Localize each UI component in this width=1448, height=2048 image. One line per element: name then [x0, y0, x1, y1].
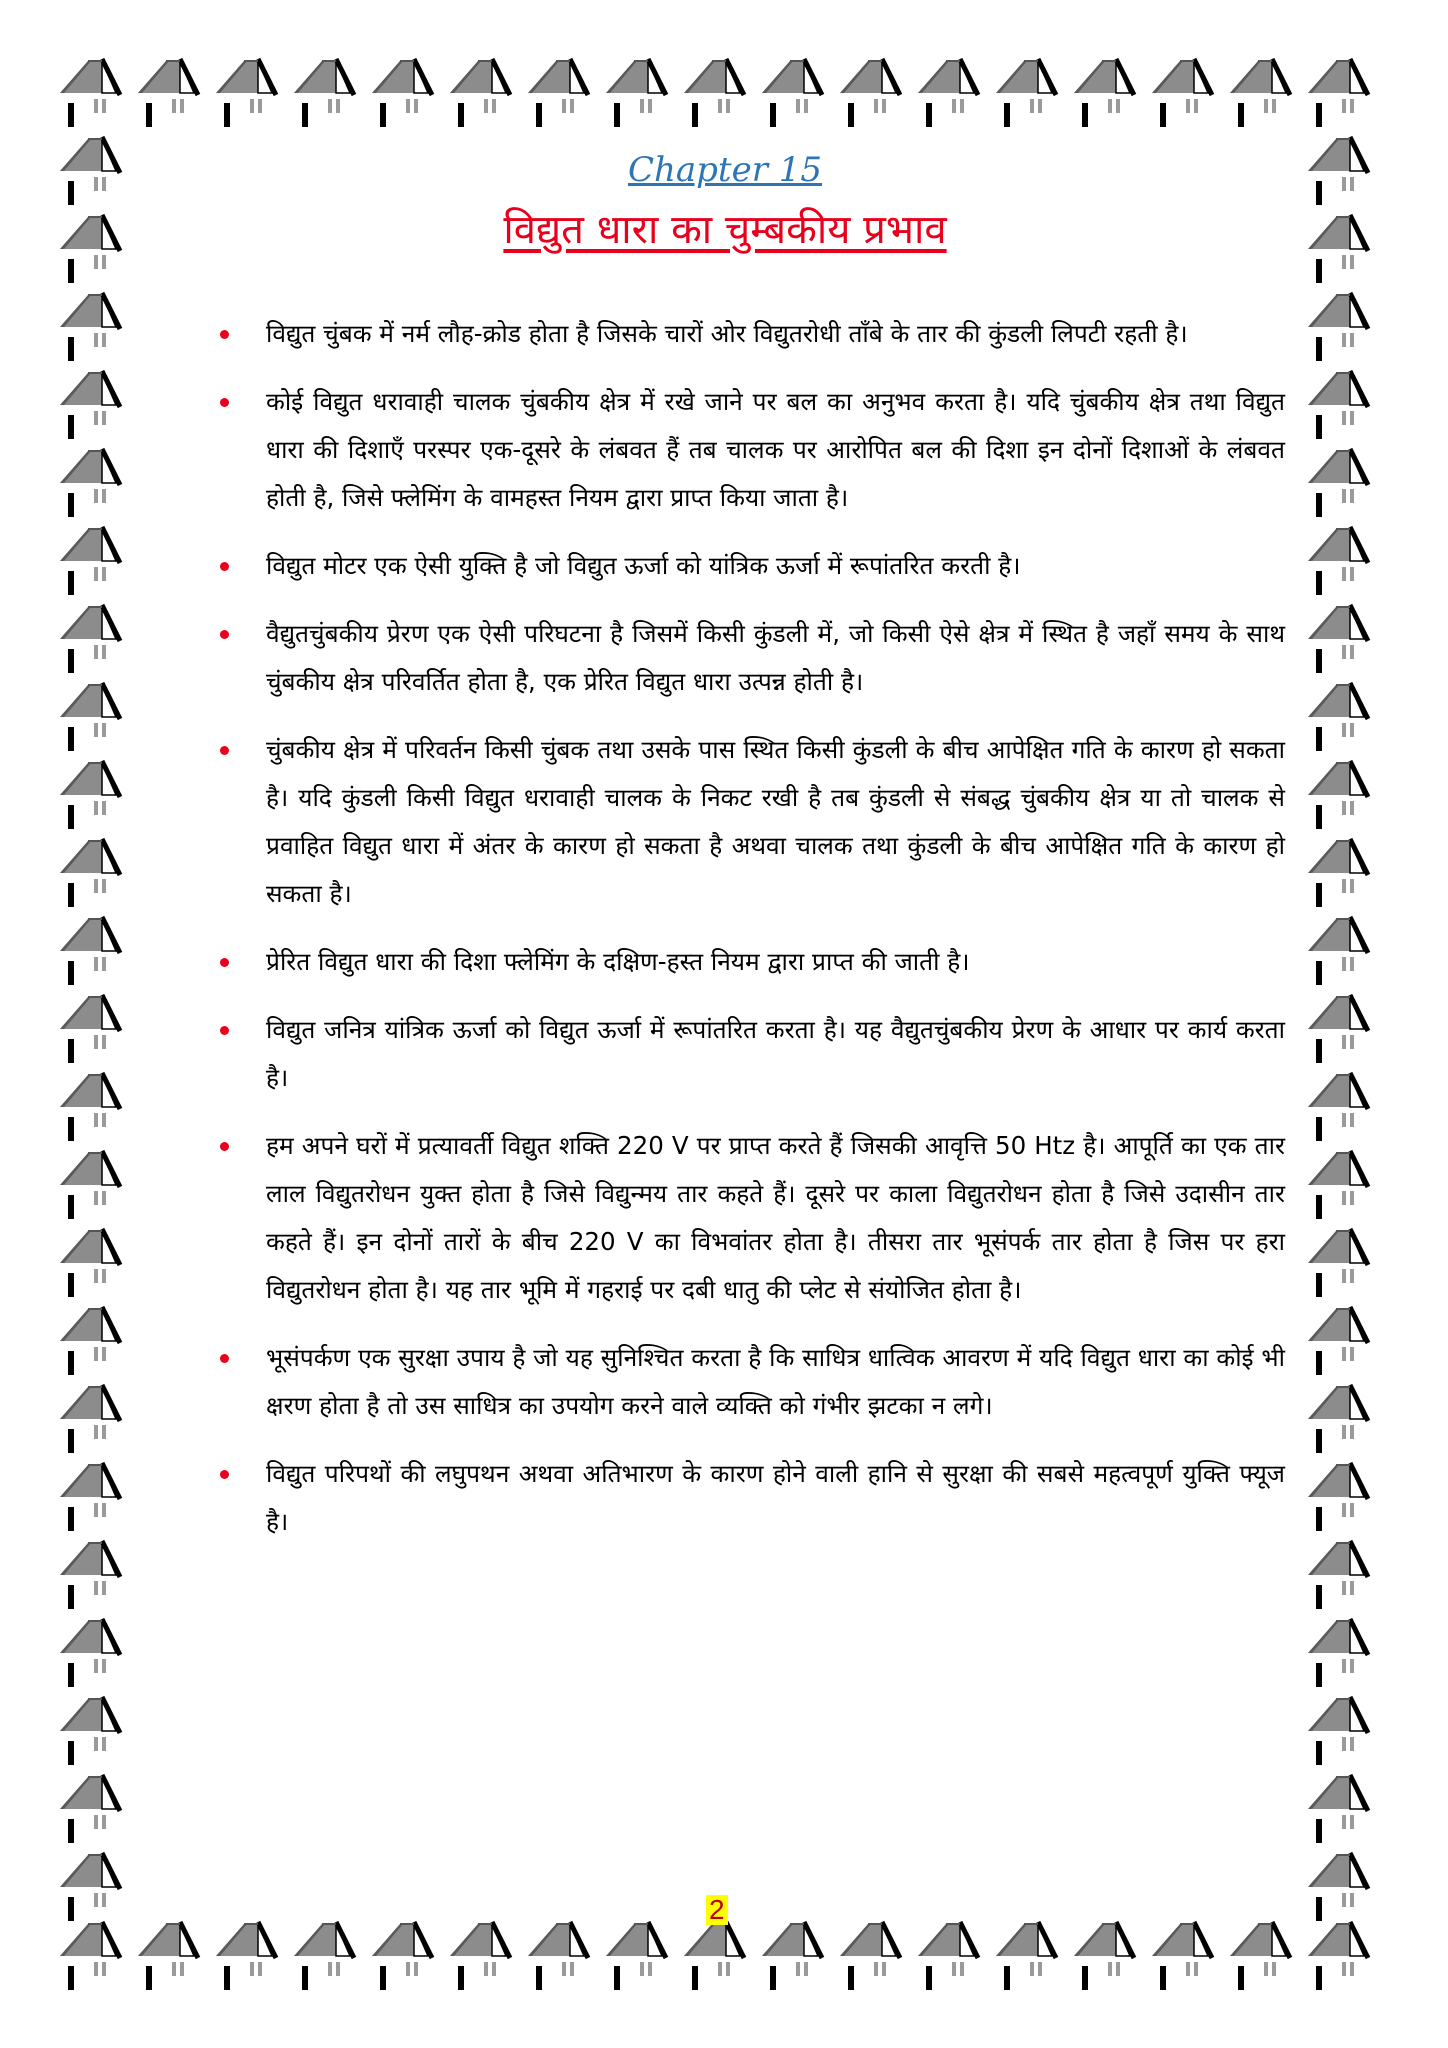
house-icon [60, 1229, 120, 1297]
house-icon [1308, 59, 1368, 127]
bullet-text: विद्युत मोटर एक ऐसी युक्ति है जो विद्युत ऊर्जा को यांत्रिक ऊर्जा में रूपांतरित करती है। [266, 551, 1021, 580]
list-item [220, 310, 1285, 358]
page-content [150, 140, 1300, 1920]
house-icon [60, 1697, 120, 1765]
page-number: 2 [706, 1895, 728, 1925]
house-icon [1308, 995, 1368, 1063]
house-icon [840, 1922, 900, 1990]
house-icon [60, 1151, 120, 1219]
bullet-list [220, 310, 1285, 1566]
house-icon [60, 917, 120, 985]
house-icon [60, 1922, 120, 1990]
house-icon [1074, 1922, 1134, 1990]
house-icon [1152, 1922, 1212, 1990]
house-icon [372, 1922, 432, 1990]
house-icon [528, 1922, 588, 1990]
bullet-text: हम अपने घरों में प्रत्यावर्ती विद्युत शक्ति 220 V पर प्राप्त करते हैं जिसकी आवृत्ति 50 Htz है। आपूर्ति का एक तार लाल विद्युतरोधन युक्त होता है जिसे विद्युन्मय तार कहते हैं। दूसरे पर काला विद्युतरोधन होता है जिसे उदासीन तार कहते हैं। इन दोनों तारों के बीच 220 V का विभवांतर होता है। तीसरा तार भूसंपर्क तार होता है जिस पर हरा विद्युतरोधन होता है। यह तार भूमि में गहराई पर दबी धातु की प्लेट से संयोजित होता है। [266, 1131, 1285, 1304]
house-icon [138, 1922, 198, 1990]
house-icon [1308, 1073, 1368, 1141]
house-icon [1308, 1307, 1368, 1375]
house-icon [60, 839, 120, 907]
house-icon [1308, 1853, 1368, 1921]
house-icon [294, 59, 354, 127]
chapter-label: Chapter 15 [627, 150, 823, 190]
house-icon [1308, 1229, 1368, 1297]
house-icon [60, 59, 120, 127]
list-item [220, 378, 1285, 522]
list-item [220, 726, 1285, 918]
house-icon [1308, 683, 1368, 751]
house-icon [840, 59, 900, 127]
house-icon [60, 137, 120, 205]
list-item [220, 1006, 1285, 1102]
bullet-text: विद्युत चुंबक में नर्म लौह-क्रोड होता है जिसके चारों ओर विद्युतरोधी ताँबे के तार की कुंडली लिपटी रहती है। [266, 319, 1188, 348]
house-icon [138, 59, 198, 127]
house-icon [606, 59, 666, 127]
house-icon [1308, 449, 1368, 517]
house-icon [1308, 605, 1368, 673]
house-icon [1308, 527, 1368, 595]
bullet-icon [220, 1026, 229, 1035]
list-item [220, 610, 1285, 706]
house-icon [450, 1922, 510, 1990]
house-icon [684, 1922, 744, 1990]
list-item [220, 542, 1285, 590]
house-icon [1308, 761, 1368, 829]
house-icon [450, 59, 510, 127]
house-icon [60, 605, 120, 673]
house-icon [1308, 137, 1368, 205]
house-icon [1308, 1922, 1368, 1990]
house-icon [60, 1307, 120, 1375]
house-icon [1308, 215, 1368, 283]
house-icon [1308, 1541, 1368, 1609]
bullet-icon [220, 398, 229, 407]
house-icon [216, 1922, 276, 1990]
house-icon [918, 1922, 978, 1990]
bullet-text: प्रेरित विद्युत धारा की दिशा फ्लेमिंग के दक्षिण-हस्त नियम द्वारा प्राप्त की जाती है। [266, 947, 970, 976]
bullet-icon [220, 630, 229, 639]
house-icon [60, 995, 120, 1063]
list-item [220, 1334, 1285, 1430]
bullet-text: चुंबकीय क्षेत्र में परिवर्तन किसी चुंबक तथा उसके पास स्थित किसी कुंडली के बीच आपेक्षित गति के कारण हो सकता है। यदि कुंडली किसी विद्युत धरावाही चालक के निकट रखी है तब कुंडली से संबद्ध चुंबकीय क्षेत्र या तो चालक से प्रवाहित विद्युत धारा में अंतर के कारण हो सकता है अथवा चालक तथा कुंडली के बीच आपेक्षित गति के कारण हो सकता है। [266, 735, 1285, 908]
list-item [220, 1122, 1285, 1314]
house-icon [60, 449, 120, 517]
bullet-icon [220, 1470, 229, 1479]
house-icon [528, 59, 588, 127]
page-title: विद्युत धारा का चुम्बकीय प्रभाव [503, 207, 947, 253]
house-icon [996, 59, 1056, 127]
house-icon [1308, 1619, 1368, 1687]
house-icon [684, 59, 744, 127]
house-icon [216, 59, 276, 127]
bullet-icon [220, 562, 229, 571]
house-icon [918, 59, 978, 127]
house-icon [60, 1541, 120, 1609]
list-item [220, 938, 1285, 986]
house-icon [60, 1385, 120, 1453]
house-icon [60, 527, 120, 595]
bullet-text: विद्युत जनित्र यांत्रिक ऊर्जा को विद्युत ऊर्जा में रूपांतरित करता है। यह वैद्युतचुंबकीय प्रेरण के आधार पर कार्य करता है। [266, 1015, 1285, 1092]
bullet-icon [220, 330, 229, 339]
bullet-text: कोई विद्युत धरावाही चालक चुंबकीय क्षेत्र में रखे जाने पर बल का अनुभव करता है। यदि चुंबकीय क्षेत्र तथा विद्युत धारा की दिशाएँ परस्पर एक-दूसरे के लंबवत हैं तब चालक पर आरोपित बल की दिशा इन दोनों दिशाओं के लंबवत होती है, जिसे फ्लेमिंग के वामहस्त नियम द्वारा प्राप्त किया जाता है। [266, 387, 1285, 512]
house-icon [60, 1619, 120, 1687]
house-icon [372, 59, 432, 127]
house-icon [1308, 1463, 1368, 1531]
house-icon [60, 683, 120, 751]
house-icon [996, 1922, 1056, 1990]
house-icon [1308, 293, 1368, 361]
house-icon [60, 1073, 120, 1141]
house-icon [762, 59, 822, 127]
list-item [220, 1450, 1285, 1546]
bullet-icon [220, 1142, 229, 1151]
house-icon [60, 293, 120, 361]
house-icon [1308, 1697, 1368, 1765]
bullet-text: भूसंपर्कण एक सुरक्षा उपाय है जो यह सुनिश्चित करता है कि साधित्र धात्विक आवरण में यदि विद्युत धारा का कोई भी क्षरण होता है तो उस साधित्र का उपयोग करने वाले व्यक्ति को गंभीर झटका न लगे। [266, 1343, 1285, 1420]
house-icon [1074, 59, 1134, 127]
house-icon [1230, 1922, 1290, 1990]
house-icon [60, 1853, 120, 1921]
house-icon [294, 1922, 354, 1990]
house-icon [1308, 1385, 1368, 1453]
house-icon [1308, 371, 1368, 439]
house-icon [1152, 59, 1212, 127]
house-icon [60, 1463, 120, 1531]
house-icon [1308, 839, 1368, 907]
house-icon [60, 371, 120, 439]
house-icon [60, 761, 120, 829]
house-icon [1308, 1775, 1368, 1843]
house-icon [606, 1922, 666, 1990]
bullet-icon [220, 746, 229, 755]
house-icon [1308, 917, 1368, 985]
house-icon [762, 1922, 822, 1990]
bullet-text: वैद्युतचुंबकीय प्रेरण एक ऐसी परिघटना है जिसमें किसी कुंडली में, जो किसी ऐसे क्षेत्र में स्थित है जहाँ समय के साथ चुंबकीय क्षेत्र परिवर्तित होता है, एक प्रेरित विद्युत धारा उत्पन्न होती है। [266, 619, 1285, 696]
house-icon [60, 215, 120, 283]
bullet-icon [220, 1354, 229, 1363]
house-icon [1308, 1151, 1368, 1219]
house-icon [1230, 59, 1290, 127]
bullet-icon [220, 958, 229, 967]
bullet-text: विद्युत परिपथों की लघुपथन अथवा अतिभारण के कारण होने वाली हानि से सुरक्षा की सबसे महत्वपूर्ण युक्ति फ्यूज है। [266, 1459, 1285, 1536]
house-icon [60, 1775, 120, 1843]
